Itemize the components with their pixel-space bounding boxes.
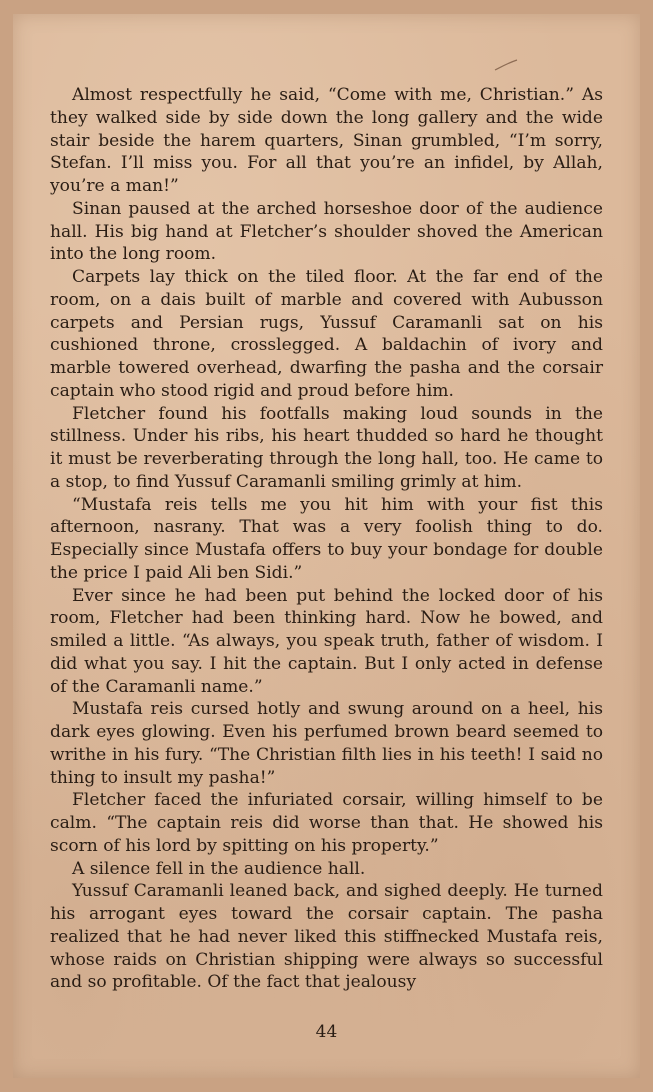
paragraph-7: Mustafa reis cursed hotly and swung around on a heel, his dark eyes glowing. Even his perfumed brown beard seemed to writhe in his fury. “The Christian filth lies in his teeth! I said no thing to insult my pasha!” bbox=[50, 699, 603, 788]
paragraph-8: Fletcher faced the infuriated corsair, willing himself to be calm. “The captain reis did worse than that. He showed his scorn of his lord by spitting on his property.” bbox=[50, 790, 603, 856]
paragraph-6: Ever since he had been put behind the locked door of his room, Fletcher had been thinking hard. Now he bowed, and smiled a little. “As always, you speak truth, father of wisdom. I did what you say. I hit the captain. But I only acted in defense of the Caramanli name.” bbox=[50, 585, 603, 697]
paragraph-5: “Mustafa reis tells me you hit him with your fist this afternoon, nasrany. That was a very foolish thing to do. Especially since Mustafa offers to buy your bondage for double the price I paid Ali ben Sidi.” bbox=[50, 494, 603, 583]
paragraph-4: Fletcher found his footfalls making loud sounds in the stillness. Under his ribs, his heart thudded so hard he thought it must be reverberating through the long hall, too. He came to a stop, to find Yussuf Caramanli smiling grimly at him. bbox=[50, 403, 603, 492]
paragraph-10: Yussuf Caramanli leaned back, and sighed deeply. He turned his arrogant eyes toward the corsair captain. The pasha realized that he had never liked this stiffnecked Mustafa reis, whose raids on Christian shipping were always so successful and so profitable. Of the fact that jealousy bbox=[50, 881, 603, 993]
page-number: 44 bbox=[315, 1022, 338, 1042]
paragraph-3: Carpets lay thick on the tiled floor. At the far end of the room, on a dais built of marble and covered with Aubusson carpets and Persian rugs, Yussuf Caramanli sat on his cushioned throne, crosslegged. A baldachin of ivory and marble towered overhead, dwarfing the pasha and the corsair captain who stood rigid and proud before him. bbox=[50, 267, 603, 401]
body-text bbox=[50, 84, 603, 994]
paragraph-1: Almost respectfully he said, “Come with me, Christian.” As they walked side by side down the long gallery and the wide stair beside the harem quarters, Sinan grumbled, “I’m sorry, Stefan. I’ll miss you. For all that you’re an infidel, by Allah, you’re a man!” bbox=[50, 85, 603, 196]
pencil-mark bbox=[493, 58, 519, 72]
paragraph-2: Sinan paused at the arched horseshoe door of the audience hall. His big hand at Fletcher’s shoulder shoved the American into the long room. bbox=[50, 198, 603, 265]
paragraph-9: A silence fell in the audience hall. bbox=[72, 858, 366, 879]
